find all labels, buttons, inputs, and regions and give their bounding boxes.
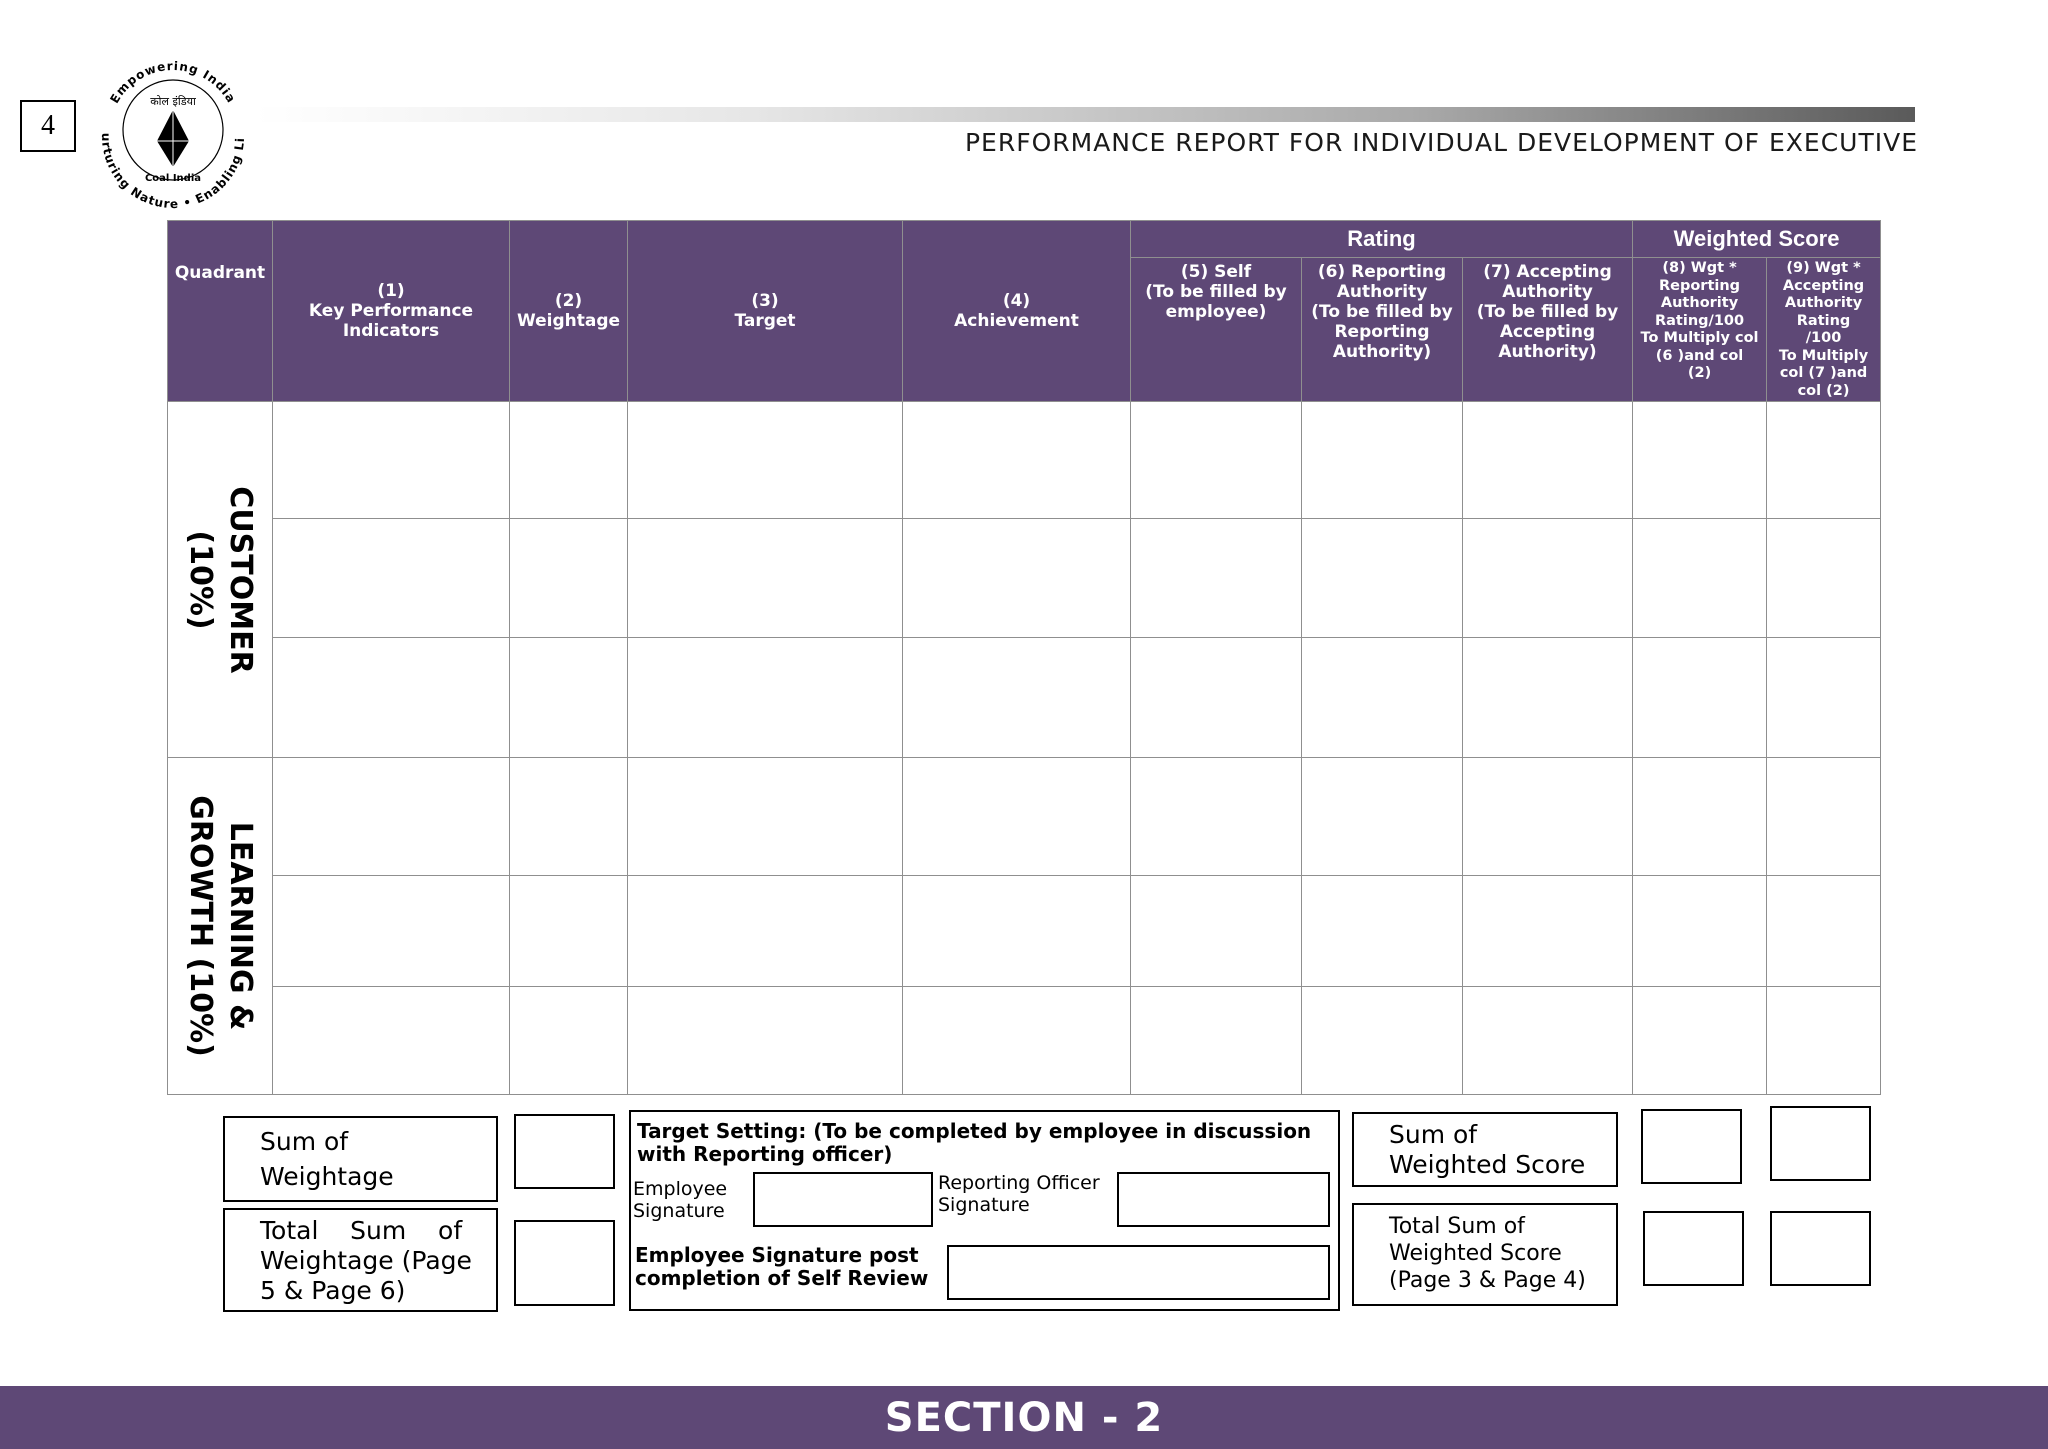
kpi-cell[interactable] <box>273 876 510 987</box>
sum-weightage-label: Sum of Weightage <box>223 1116 498 1202</box>
table-row <box>168 402 1881 519</box>
weightage-cell[interactable] <box>510 876 628 987</box>
reporting-rating-cell[interactable] <box>1302 638 1463 758</box>
table-row <box>168 519 1881 638</box>
wgt-accepting-cell[interactable] <box>1767 638 1881 758</box>
self-rating-cell[interactable] <box>1131 638 1302 758</box>
col-header-wgt-reporting: (8) Wgt * Reporting Authority Rating/100 To Multiply col (6 )and col (2) <box>1633 258 1767 402</box>
reporting-rating-cell[interactable] <box>1302 758 1463 876</box>
col-header-quadrant: Quadrant <box>168 221 273 402</box>
employee-signature-box[interactable] <box>753 1172 933 1227</box>
target-cell[interactable] <box>628 402 903 519</box>
weightage-cell[interactable] <box>510 638 628 758</box>
reporting-rating-cell[interactable] <box>1302 876 1463 987</box>
kpi-cell[interactable] <box>273 519 510 638</box>
col-header-wgt-accepting: (9) Wgt * Accepting Authority Rating /100 To Multiply col (7 )and col (2) <box>1767 258 1881 402</box>
achievement-cell[interactable] <box>903 876 1131 987</box>
accepting-rating-cell[interactable] <box>1463 876 1633 987</box>
target-cell[interactable] <box>628 638 903 758</box>
reporting-rating-cell[interactable] <box>1302 987 1463 1095</box>
target-setting-heading: Target Setting: (To be completed by employee in discussion with Reporting officer) <box>637 1119 1312 1166</box>
wgt-reporting-cell[interactable] <box>1633 876 1767 987</box>
weightage-cell[interactable] <box>510 519 628 638</box>
wgt-accepting-cell[interactable] <box>1767 402 1881 519</box>
total-sum-weightage-label: Total Sum of Weightage (Page 5 & Page 6) <box>223 1208 498 1312</box>
total-weighted-score-reporting-box[interactable] <box>1643 1211 1744 1286</box>
self-rating-cell[interactable] <box>1131 402 1302 519</box>
wgt-accepting-cell[interactable] <box>1767 876 1881 987</box>
sum-weighted-score-reporting-box[interactable] <box>1641 1109 1742 1184</box>
logo-bottom-text: urturing Nature • Enabling Li <box>98 132 248 212</box>
wgt-reporting-cell[interactable] <box>1633 402 1767 519</box>
section-footer-banner: SECTION - 2 <box>0 1386 2048 1449</box>
post-review-signature-box[interactable] <box>947 1245 1330 1300</box>
self-rating-cell[interactable] <box>1131 876 1302 987</box>
achievement-cell[interactable] <box>903 987 1131 1095</box>
achievement-cell[interactable] <box>903 758 1131 876</box>
wgt-reporting-cell[interactable] <box>1633 638 1767 758</box>
quadrant-label: LEARNING & GROWTH (10%) <box>183 795 258 1057</box>
total-weighted-score-accepting-box[interactable] <box>1770 1211 1871 1286</box>
reporting-rating-cell[interactable] <box>1302 402 1463 519</box>
col-header-target: (3) Target <box>628 221 903 402</box>
post-review-signature-label: Employee Signature post completion of Self Review <box>635 1243 929 1290</box>
kpi-cell[interactable] <box>273 758 510 876</box>
sum-weighted-score-label: Sum of Weighted Score <box>1352 1112 1618 1187</box>
wgt-accepting-cell[interactable] <box>1767 519 1881 638</box>
accepting-rating-cell[interactable] <box>1463 987 1633 1095</box>
achievement-cell[interactable] <box>903 402 1131 519</box>
group-header-rating: Rating <box>1131 221 1633 258</box>
weightage-cell[interactable] <box>510 402 628 519</box>
employee-signature-label: Employee Signature <box>633 1178 728 1222</box>
total-sum-weightage-value-box[interactable] <box>514 1220 615 1306</box>
col-header-accepting-authority: (7) Accepting Authority (To be filled by Accepting Authority) <box>1463 258 1633 402</box>
logo-name-text: Coal India <box>144 173 202 184</box>
weightage-cell[interactable] <box>510 758 628 876</box>
table-row <box>168 758 1881 876</box>
page-number: 4 <box>20 100 76 152</box>
target-cell[interactable] <box>628 987 903 1095</box>
col-header-kpi: (1) Key Performance Indicators <box>273 221 510 402</box>
logo-top-text: Empowering India <box>107 58 239 106</box>
achievement-cell[interactable] <box>903 519 1131 638</box>
group-header-weighted-score: Weighted Score <box>1633 221 1881 258</box>
col-header-reporting-authority: (6) Reporting Authority (To be filled by Reporting Authority) <box>1302 258 1463 402</box>
self-rating-cell[interactable] <box>1131 758 1302 876</box>
target-cell[interactable] <box>628 758 903 876</box>
wgt-accepting-cell[interactable] <box>1767 758 1881 876</box>
wgt-reporting-cell[interactable] <box>1633 519 1767 638</box>
accepting-rating-cell[interactable] <box>1463 402 1633 519</box>
accepting-rating-cell[interactable] <box>1463 758 1633 876</box>
report-title: PERFORMANCE REPORT FOR INDIVIDUAL DEVELOPMENT OF EXECUTIVE <box>964 128 1918 157</box>
wgt-reporting-cell[interactable] <box>1633 758 1767 876</box>
col-header-self-rating: (5) Self (To be filled by employee) <box>1131 258 1302 402</box>
header-gradient-bar <box>255 107 1915 122</box>
kpi-cell[interactable] <box>273 638 510 758</box>
col-header-achievement: (4) Achievement <box>903 221 1131 402</box>
self-rating-cell[interactable] <box>1131 987 1302 1095</box>
quadrant-customer <box>168 402 273 758</box>
table-row <box>168 987 1881 1095</box>
kpi-cell[interactable] <box>273 402 510 519</box>
reporting-officer-signature-box[interactable] <box>1117 1172 1330 1227</box>
sum-weightage-value-box[interactable] <box>514 1114 615 1189</box>
reporting-officer-signature-label: Reporting Officer Signature <box>938 1172 1100 1216</box>
logo-hindi-text: कोल इंडिया <box>150 95 196 108</box>
diamond-emblem-icon <box>88 45 258 215</box>
total-sum-weighted-score-label: Total Sum of Weighted Score (Page 3 & Page 4) <box>1352 1203 1618 1306</box>
target-setting-panel <box>629 1110 1340 1311</box>
accepting-rating-cell[interactable] <box>1463 638 1633 758</box>
wgt-reporting-cell[interactable] <box>1633 987 1767 1095</box>
col-header-weightage: (2) Weightage <box>510 221 628 402</box>
wgt-accepting-cell[interactable] <box>1767 987 1881 1095</box>
target-cell[interactable] <box>628 519 903 638</box>
accepting-rating-cell[interactable] <box>1463 519 1633 638</box>
quadrant-learning-growth <box>168 758 273 1095</box>
weightage-cell[interactable] <box>510 987 628 1095</box>
kpi-table <box>167 220 1881 1095</box>
target-cell[interactable] <box>628 876 903 987</box>
achievement-cell[interactable] <box>903 638 1131 758</box>
table-row <box>168 876 1881 987</box>
table-row <box>168 638 1881 758</box>
quadrant-label: CUSTOMER (10%) <box>183 485 258 674</box>
sum-weighted-score-accepting-box[interactable] <box>1770 1106 1871 1181</box>
kpi-cell[interactable] <box>273 987 510 1095</box>
self-rating-cell[interactable] <box>1131 519 1302 638</box>
coal-india-logo <box>88 45 258 215</box>
reporting-rating-cell[interactable] <box>1302 519 1463 638</box>
